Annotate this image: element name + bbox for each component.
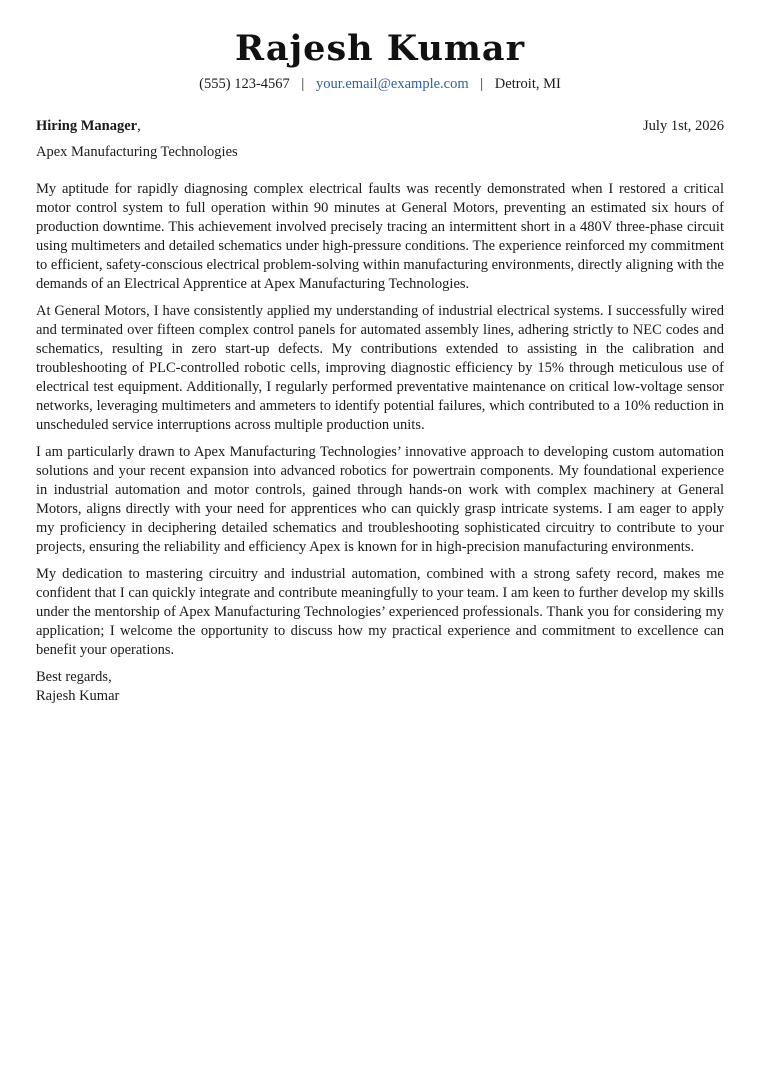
applicant-name: Rajesh Kumar bbox=[234, 28, 526, 69]
contact-separator: | bbox=[301, 76, 305, 92]
recipient-title: Hiring Manager bbox=[36, 118, 138, 134]
signature-name: Rajesh Kumar bbox=[36, 688, 120, 704]
salutation-row bbox=[36, 116, 724, 136]
email-link[interactable]: your.email@example.com bbox=[315, 76, 469, 92]
phone-number: (555) 123-4567 bbox=[199, 76, 290, 92]
body-paragraph: My dedication to mastering circuitry and industrial automation, combined with a strong safety record, makes me confident that I can quickly integrate and contribute meaningfully to your team. I am keen to further develop my skills under the mentorship of Apex Manufacturing Technologies’ experienced professionals. Thank you for considering my application; I welcome the opportunity to discuss how my practical experience and commitment to excellence can benefit your operations. bbox=[36, 566, 724, 658]
letter-date: July 1st, 2026 bbox=[643, 118, 724, 134]
letter-closing bbox=[36, 668, 724, 706]
recipient-company: Apex Manufacturing Technologies bbox=[36, 144, 238, 160]
location: Detroit, MI bbox=[494, 76, 561, 92]
recipient-line bbox=[36, 116, 141, 136]
recipient-comma: , bbox=[137, 118, 141, 134]
body-paragraph: My aptitude for rapidly diagnosing complex electrical faults was recently demonstrated when I restored a critical motor control system to full operation within 90 minutes at General Motors, preventing an estimated six hours of production downtime. This achievement involved precisely tracing an intermittent short in a 480V three-phase circuit using multimeters and detailed schematics under high-pressure conditions. The experience reinforced my commitment to efficient, safety-conscious electrical problem-solving within manufacturing environments, directly aligning with the demands of an Electrical Apprentice at Apex Manufacturing Technologies. bbox=[36, 181, 724, 292]
signoff: Best regards, bbox=[36, 669, 112, 685]
letter-body bbox=[36, 180, 724, 660]
contact-line bbox=[36, 74, 724, 94]
contact-separator: | bbox=[480, 76, 484, 92]
body-paragraph: At General Motors, I have consistently applied my understanding of industrial electrical systems. I successfully wired and terminated over fifteen complex control panels for automated assembly lines, adhering strictly to NEC codes and schematics, resulting in zero start-up defects. My contributions extended to assisting in the calibration and troubleshooting of PLC-controlled robotic cells, improving diagnostic efficiency by 15% through meticulous use of electrical test equipment. Additionally, I regularly performed preventative maintenance on critical low-voltage sensor networks, leveraging multimeters and ammeters to identify potential failures, which contributed to a 10% reduction in unscheduled service interruptions across multiple production units. bbox=[36, 303, 724, 433]
body-paragraph: I am particularly drawn to Apex Manufacturing Technologies’ innovative approach to developing custom automation solutions and your recent expansion into advanced robotics for powertrain components. My foundational experience in industrial automation and motor controls, gained through hands-on work with complex machinery at General Motors, aligns directly with your need for apprentices who can quickly grasp intricate systems. I am eager to apply my proficiency in deciphering detailed schematics and troubleshooting sophisticated circuitry to contribute to your projects, ensuring the reliability and efficiency Apex is known for in high-precision manufacturing environments. bbox=[36, 444, 724, 555]
